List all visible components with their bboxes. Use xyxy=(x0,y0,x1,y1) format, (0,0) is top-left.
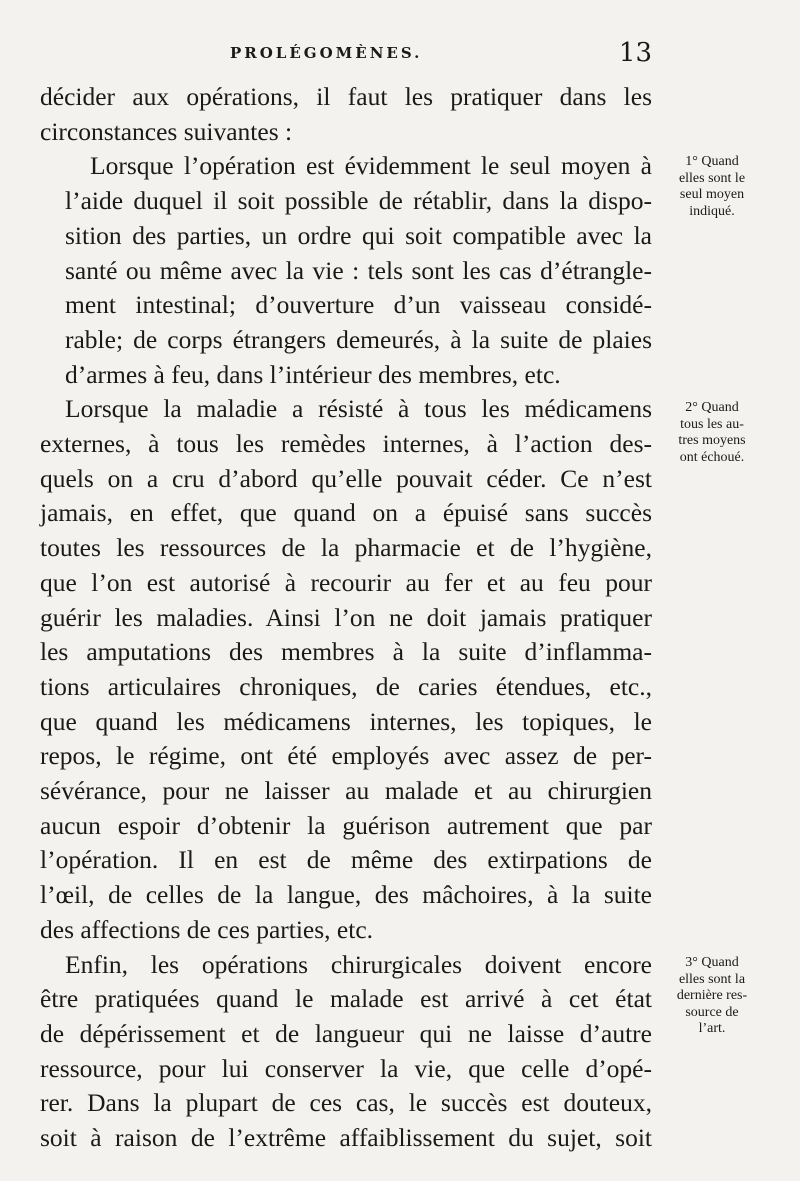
text-line: Lorsque la maladie a résisté à tous les médicamens xyxy=(65,394,652,424)
page-header xyxy=(40,38,652,68)
text-line: les amputations des membres à la suite d’inflamma- xyxy=(40,637,652,667)
text-line: circonstances suivantes : xyxy=(40,116,293,146)
text-line: l’œil, de celles de la langue, des mâchoires, à la suite xyxy=(40,880,652,910)
text-line: d’armes à feu, dans l’intérieur des membres, etc. xyxy=(65,359,561,389)
text-line: sition des parties, un ordre qui soit compatible avec la xyxy=(65,220,652,250)
text-line: des affections de ces parties, etc. xyxy=(40,914,374,944)
text-line: sévérance, pour ne laisser au malade et au chirurgien xyxy=(40,776,652,806)
margin-note-line: l’art. xyxy=(698,1021,726,1036)
page-number: 13 xyxy=(618,38,652,68)
margin-note-line: dernière res- xyxy=(676,988,748,1003)
margin-note-line: 2° Quand xyxy=(685,400,739,415)
margin-note-3 xyxy=(660,955,764,1038)
paragraph-1 xyxy=(40,80,652,149)
margin-note-line: tous les au- xyxy=(680,416,744,432)
margin-note-line: 3° Quand xyxy=(685,955,739,970)
paragraph-2 xyxy=(40,149,652,392)
text-line: repos, le régime, ont été employés avec assez de per- xyxy=(40,741,652,771)
text-line: l’aide duquel il soit possible de rétablir, dans la dispo- xyxy=(65,186,652,216)
body-text xyxy=(40,80,652,1156)
margin-note-2 xyxy=(660,400,764,466)
margin-note-line: elles sont le xyxy=(678,170,746,186)
text-line: Lorsque l’opération est évidemment le seul moyen à xyxy=(90,151,652,181)
text-line: de dépérissement et de langueur qui ne laisse d’autre xyxy=(40,1018,652,1048)
margin-note-line: elles sont la xyxy=(678,971,746,987)
margin-note-line: seul moyen xyxy=(679,187,745,202)
text-line: l’opération. Il en est de même des extirpations de xyxy=(40,845,652,875)
paragraph-4 xyxy=(40,948,652,1156)
text-line: toutes les ressources de la pharmacie et de l’hygiène, xyxy=(40,533,652,563)
text-line: externes, à tous les remèdes internes, à l’action des- xyxy=(40,429,652,459)
text-line: décider aux opérations, il faut les pratiquer dans les xyxy=(40,82,652,111)
text-line: être pratiquées quand le malade est arrivé à cet état xyxy=(40,984,652,1014)
text-line: jamais, en effet, que quand on a épuisé sans succès xyxy=(40,498,652,528)
text-line: aucun espoir d’obtenir la guérison autrement que par xyxy=(40,810,652,840)
text-line: quels on a cru d’abord qu’elle pouvait céder. Ce n’est xyxy=(40,463,652,493)
running-head: PROLÉGOMÈNES. xyxy=(230,44,423,62)
text-line: Enfin, les opérations chirurgicales doivent encore xyxy=(65,949,652,979)
margin-note-line: tres moyens xyxy=(678,433,746,448)
text-line: ressource, pour lui conserver la vie, que celle d’opé- xyxy=(40,1053,652,1083)
text-line: soit à raison de l’extrême affaiblissement du sujet, soit xyxy=(40,1123,652,1153)
text-line: tions articulaires chroniques, de caries étendues, etc., xyxy=(40,671,652,701)
text-line: guérir les maladies. Ainsi l’on ne doit jamais pratiquer xyxy=(40,602,652,632)
margin-note-line: ont échoué. xyxy=(679,449,745,465)
margin-note-line: indiqué. xyxy=(689,203,735,219)
text-line: que l’on est autorisé à recourir au fer et au feu pour xyxy=(40,567,652,597)
margin-note-line: source de xyxy=(685,1004,739,1020)
margin-note-line: 1° Quand xyxy=(685,154,739,169)
text-line: que quand les médicamens internes, les topiques, le xyxy=(40,706,652,736)
text-line: rable; de corps étrangers demeurés, à la suite de plaies xyxy=(65,324,652,354)
margin-note-1 xyxy=(660,154,764,220)
text-line: rer. Dans la plupart de ces cas, le succès est douteux, xyxy=(40,1088,652,1118)
text-line: ment intestinal; d’ouverture d’un vaisseau considé- xyxy=(65,290,652,320)
paragraph-3 xyxy=(40,392,652,947)
text-line: santé ou même avec la vie : tels sont les cas d’étrangle- xyxy=(65,255,652,285)
